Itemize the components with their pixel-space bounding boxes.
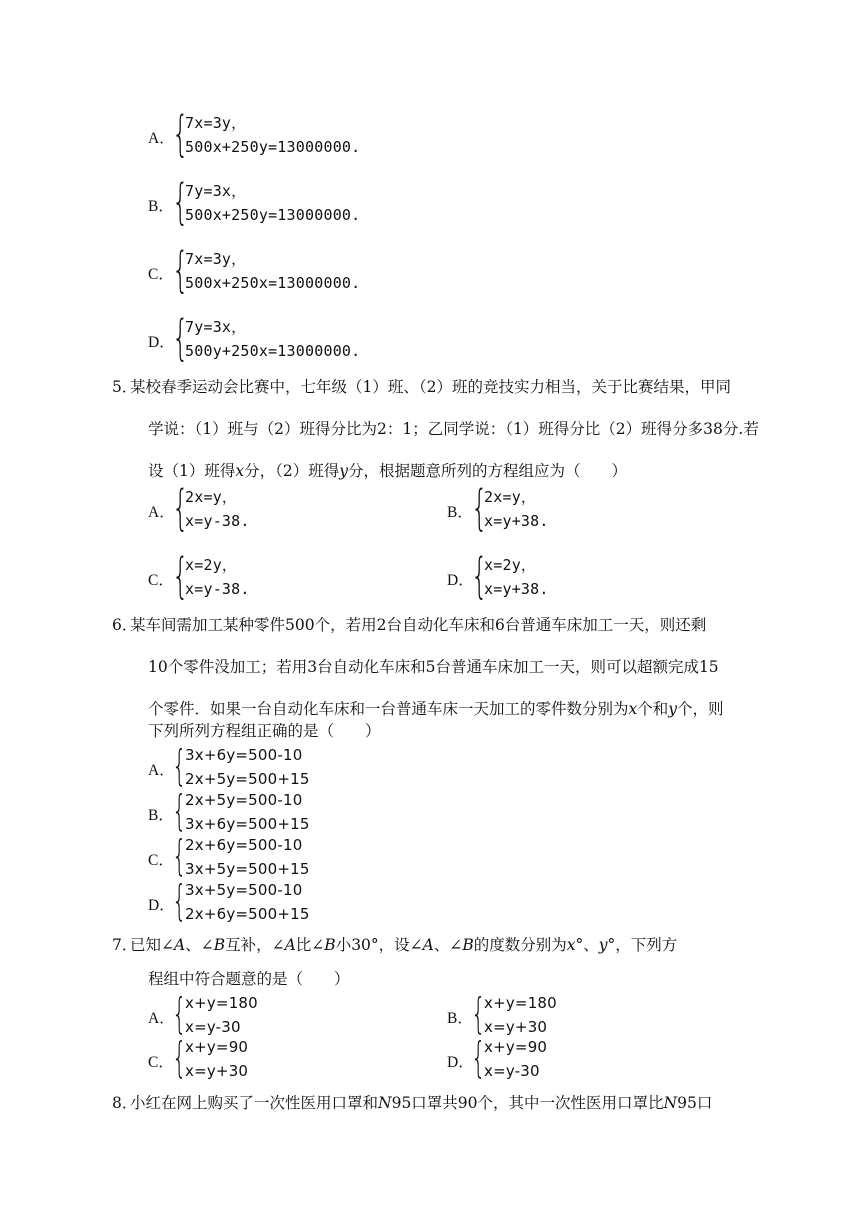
- equation-2: 2x+6y=500+15: [185, 905, 310, 923]
- equation-2: x=y-38.: [185, 512, 250, 530]
- option-letter: C．: [148, 1054, 174, 1071]
- equation-2: x=y-38.: [185, 580, 250, 598]
- question-text-line: 小红在网上购买了一次性医用口罩和N95口罩共90个，其中一次性医用口罩比N95口: [130, 1094, 713, 1112]
- brace-icon: {: [172, 989, 187, 1038]
- equation-1: 3x+5y=500-10: [185, 881, 303, 899]
- option-letter: D．: [148, 897, 175, 914]
- equation-2: x=y+38.: [484, 580, 549, 598]
- brace-icon: {: [172, 741, 187, 790]
- option-letter: A．: [148, 1010, 175, 1027]
- option-letter: B．: [447, 504, 473, 521]
- equation-1: 7y=3x，: [185, 318, 247, 336]
- equation-1: x=2y，: [185, 556, 238, 574]
- equation-1: 7y=3x，: [185, 182, 247, 200]
- option-letter: C．: [148, 572, 174, 589]
- option-letter: A．: [148, 130, 175, 147]
- option-letter: C．: [148, 266, 174, 283]
- brace-icon: {: [172, 876, 187, 925]
- option-letter: D．: [447, 1054, 474, 1071]
- option-letter: A．: [148, 762, 175, 779]
- equation-1: x+y=180: [484, 994, 557, 1012]
- equation-2: 500x+250x=13000000.: [185, 274, 361, 292]
- equation-1: 7x=3y，: [185, 250, 247, 268]
- question-text-line: 某车间需加工某种零件500个，若用2台自动化车床和6台普通车床加工一天，则还剩: [130, 616, 707, 634]
- question-text-line: 10个零件没加工；若用3台自动化车床和5台普通车床加工一天，则可以超额完成15: [148, 658, 719, 676]
- brace-icon: {: [471, 989, 486, 1038]
- brace-icon: {: [172, 786, 187, 835]
- equation-1: 2x=y，: [484, 488, 537, 506]
- equation-1: 2x+6y=500-10: [185, 836, 303, 854]
- equation-2: 3x+6y=500+15: [185, 815, 310, 833]
- question-number: 5．: [112, 378, 138, 396]
- equation-1: 2x+5y=500-10: [185, 791, 303, 809]
- equation-1: x+y=90: [185, 1038, 249, 1056]
- brace-icon: {: [172, 242, 189, 298]
- equation-2: 500x+250y=13000000.: [185, 138, 361, 156]
- option-letter: A．: [148, 504, 175, 521]
- equation-1: x+y=180: [185, 994, 258, 1012]
- brace-icon: {: [172, 548, 189, 604]
- option-letter: B．: [148, 807, 174, 824]
- question-text-line: 程组中符合题意的是（ ）: [148, 970, 350, 988]
- equation-1: 2x=y，: [185, 488, 238, 506]
- question-text-line: 学说：（1）班与（2）班得分比为2：1；乙同学说：（1）班得分比（2）班得分多38分.若: [148, 420, 759, 438]
- brace-icon: {: [172, 310, 189, 366]
- question-text-line: 个零件．如果一台自动化车床和一台普通车床一天加工的零件数分别为x个和y个，则: [148, 700, 724, 718]
- equation-2: x=y+30: [185, 1062, 249, 1080]
- equation-2: x=y+30: [484, 1018, 548, 1036]
- equation-2: 3x+5y=500+15: [185, 860, 310, 878]
- question-number: 7．: [112, 936, 138, 954]
- equation-1: 7x=3y，: [185, 114, 247, 132]
- question-text-line: 下列所列方程组正确的是（ ）: [148, 722, 381, 740]
- brace-icon: {: [471, 1033, 486, 1082]
- question-number: 8．: [112, 1094, 138, 1112]
- equation-2: 500y+250x=13000000.: [185, 342, 361, 360]
- brace-icon: {: [172, 831, 187, 880]
- question-text-line: 已知∠A、∠B互补，∠A比∠B小30°，设∠A、∠B的度数分别为x°、y°，下列方: [130, 936, 678, 954]
- equation-1: 3x+6y=500-10: [185, 746, 303, 764]
- brace-icon: {: [172, 174, 189, 230]
- question-text-line: 某校春季运动会比赛中，七年级（1）班、（2）班的竞技实力相当，关于比赛结果，甲同: [130, 378, 731, 396]
- equation-2: x=y-30: [185, 1018, 241, 1036]
- option-letter: B．: [148, 198, 174, 215]
- brace-icon: {: [172, 1033, 187, 1082]
- brace-icon: {: [172, 480, 189, 536]
- option-letter: D．: [447, 572, 474, 589]
- brace-icon: {: [471, 480, 488, 536]
- equation-2: x=y-30: [484, 1062, 540, 1080]
- equation-1: x+y=90: [484, 1038, 548, 1056]
- brace-icon: {: [172, 106, 189, 162]
- option-letter: C．: [148, 852, 174, 869]
- equation-2: 500x+250y=13000000.: [185, 206, 361, 224]
- brace-icon: {: [471, 548, 488, 604]
- equation-2: x=y+38.: [484, 512, 549, 530]
- question-text-line: 设（1）班得x分，（2）班得y分，根据题意所列的方程组应为（ ）: [148, 462, 628, 480]
- question-number: 6．: [112, 616, 138, 634]
- equation-2: 2x+5y=500+15: [185, 770, 310, 788]
- option-letter: D．: [148, 334, 175, 351]
- equation-1: x=2y，: [484, 556, 537, 574]
- option-letter: B．: [447, 1010, 473, 1027]
